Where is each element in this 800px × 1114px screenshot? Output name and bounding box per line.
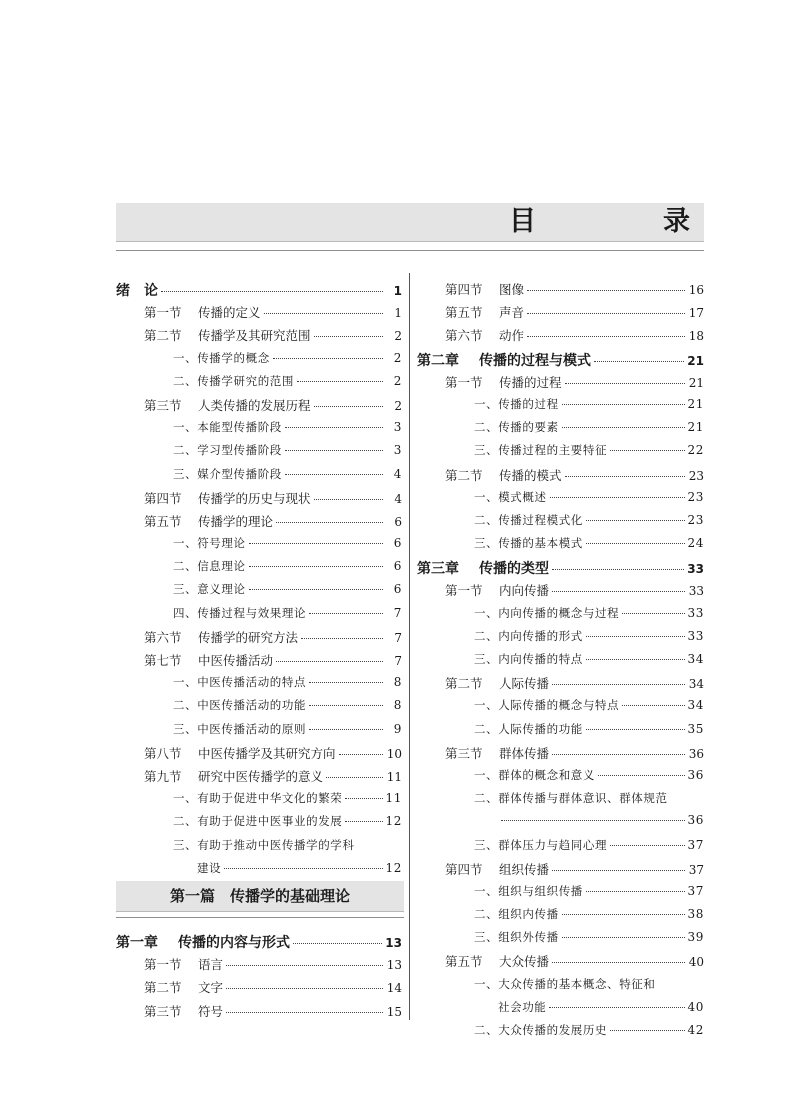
toc-section-number: 第四节	[445, 861, 483, 877]
toc-entry[interactable]	[417, 489, 704, 512]
toc-entry[interactable]	[417, 906, 704, 929]
toc-page-number: 23	[687, 489, 704, 504]
toc-entry[interactable]	[116, 466, 402, 489]
toc-page-number: 18	[688, 329, 704, 344]
toc-entry-label: 一、组织与组织传播	[474, 883, 583, 898]
toc-leader-dots	[552, 683, 685, 685]
toc-leader-dots	[586, 519, 685, 521]
toc-entry-label: 符号	[198, 1003, 224, 1019]
title-rule	[116, 250, 704, 251]
toc-entry-label: 一、中医传播活动的特点	[173, 675, 307, 690]
toc-entry[interactable]	[116, 628, 402, 651]
toc-entry[interactable]	[417, 976, 704, 999]
toc-chapter-entry[interactable]	[417, 558, 704, 581]
toc-section-number: 第一章	[116, 935, 158, 951]
toc-entry-label: 传播的定义	[198, 305, 261, 321]
toc-page-number: 40	[687, 999, 704, 1014]
toc-page-number: 17	[688, 306, 704, 321]
toc-chapter-entry[interactable]	[417, 350, 704, 373]
toc-entry[interactable]	[116, 837, 402, 860]
toc-page-number: 8	[393, 698, 402, 713]
toc-entry-label: 二、传播过程模式化	[474, 512, 583, 527]
toc-entry-label: 人类传播的发展历程	[198, 397, 311, 413]
toc-entry-label: 文字	[198, 980, 224, 996]
toc-leader-dots	[309, 704, 383, 706]
toc-entry-label: 三、中医传播活动的原则	[173, 721, 307, 736]
toc-entry-label: 人际传播	[499, 676, 550, 692]
toc-page-number: 33	[687, 628, 704, 643]
toc-entry-label: 二、学习型传播阶段	[173, 443, 282, 458]
toc-left-column	[116, 280, 402, 883]
toc-leader-dots	[226, 1011, 383, 1013]
toc-entry[interactable]	[116, 697, 402, 720]
toc-entry[interactable]	[417, 952, 704, 975]
toc-entry[interactable]	[116, 744, 402, 767]
toc-leader-dots	[309, 612, 383, 614]
toc-entry[interactable]	[417, 1022, 704, 1045]
toc-entry-label: 一、有助于促进中华文化的繁荣	[173, 791, 343, 806]
toc-entry-label: 二、群体传播与群体意识、群体规范	[474, 791, 668, 806]
toc-entry-label: 传播的过程	[499, 374, 562, 390]
toc-entry[interactable]	[116, 955, 402, 978]
toc-leader-dots	[610, 1029, 684, 1031]
toc-leader-dots	[249, 565, 383, 567]
toc-page-number: 23	[688, 468, 704, 483]
toc-leader-dots	[345, 820, 382, 822]
toc-leader-dots	[610, 844, 684, 846]
toc-entry-label: 传播的过程与模式	[479, 352, 591, 369]
toc-page-number: 2	[394, 398, 402, 413]
toc-entry[interactable]	[116, 373, 402, 396]
toc-section-number: 第四节	[445, 282, 483, 297]
toc-leader-dots	[276, 521, 383, 523]
toc-section-number: 第一节	[144, 305, 182, 321]
toc-page-number: 2	[393, 350, 402, 365]
toc-leader-dots	[549, 1006, 684, 1008]
toc-page-number: 4	[393, 466, 402, 481]
toc-entry[interactable]	[417, 999, 704, 1022]
toc-section-number: 第七节	[144, 653, 182, 668]
toc-page-number: 33	[687, 605, 704, 620]
toc-entry-label: 传播学的历史与现状	[198, 490, 311, 506]
toc-entry-label: 组织传播	[499, 861, 550, 877]
toc-entry[interactable]	[417, 303, 704, 326]
toc-entry-label: 一、大众传播的基本概念、特征和	[474, 976, 656, 991]
toc-entry[interactable]	[116, 350, 402, 373]
toc-entry[interactable]	[116, 489, 402, 512]
toc-page-number: 22	[687, 443, 704, 458]
toc-leader-dots	[326, 776, 383, 778]
toc-page-number: 34	[687, 652, 704, 666]
toc-chapter-entry[interactable]	[116, 932, 402, 955]
toc-page-number: 13	[386, 958, 402, 973]
toc-entry[interactable]	[116, 419, 402, 442]
toc-page-number: 33	[687, 562, 704, 577]
toc-title-bar	[116, 203, 740, 242]
toc-entry-label: 三、意义理论	[173, 582, 246, 597]
toc-leader-dots	[527, 312, 685, 314]
toc-page-number: 1	[393, 284, 402, 298]
toc-leader-dots	[550, 496, 685, 498]
toc-section-number: 第三节	[144, 1003, 182, 1019]
toc-leader-dots	[224, 867, 382, 869]
toc-section-number: 第三章	[417, 561, 459, 578]
toc-page-number: 37	[687, 837, 704, 852]
toc-leader-dots	[586, 658, 685, 660]
toc-page-number: 42	[687, 1023, 704, 1037]
toc-page-number: 6	[393, 536, 402, 551]
toc-entry[interactable]	[417, 883, 704, 906]
toc-leader-dots	[527, 289, 685, 291]
toc-page-number: 14	[386, 981, 402, 996]
toc-page-number: 36	[687, 813, 704, 828]
toc-leader-dots	[309, 681, 383, 683]
toc-page-number: 11	[385, 791, 402, 806]
toc-page-number: 4	[394, 491, 402, 506]
toc-entry[interactable]	[116, 605, 402, 628]
toc-page-number: 21	[687, 396, 704, 411]
toc-entry-label: 三、群体压力与趋同心理	[474, 837, 608, 852]
toc-entry[interactable]	[417, 697, 704, 720]
toc-page-number: 13	[385, 936, 402, 950]
toc-entry[interactable]	[116, 1002, 402, 1025]
toc-leader-dots	[226, 987, 383, 989]
toc-entry-label: 传播的模式	[499, 467, 562, 483]
toc-entry[interactable]	[417, 651, 704, 674]
toc-entry-label: 内向传播	[499, 583, 550, 599]
toc-page-number: 7	[394, 630, 402, 645]
toc-leader-dots	[527, 335, 685, 337]
toc-section-number: 第二节	[445, 676, 483, 692]
toc-section-number: 第三节	[144, 397, 182, 413]
toc-entry-label: 语言	[198, 957, 224, 973]
toc-entry-label: 二、有助于促进中医事业的发展	[173, 814, 343, 829]
toc-leader-dots	[276, 660, 383, 662]
toc-leader-dots	[552, 590, 685, 592]
toc-page-number: 21	[687, 353, 704, 368]
toc-leader-dots	[273, 357, 383, 359]
toc-entry[interactable]	[417, 744, 704, 767]
toc-page-number: 3	[393, 443, 402, 458]
toc-entry-label: 二、传播学研究的范围	[173, 373, 294, 388]
part-heading-box	[116, 881, 404, 912]
toc-leader-dots	[314, 335, 383, 337]
toc-page-number: 21	[688, 375, 704, 390]
toc-page-number: 40	[688, 955, 704, 970]
toc-entry-label: 一、符号理论	[173, 536, 246, 551]
part-title: 第一篇 传播学的基础理论	[169, 887, 350, 905]
toc-entry-label: 传播学的理论	[198, 513, 274, 529]
toc-leader-dots	[501, 819, 685, 821]
toc-leader-dots	[586, 542, 685, 544]
column-divider	[409, 273, 410, 1020]
toc-leader-dots	[586, 890, 685, 892]
toc-leader-dots	[562, 403, 685, 405]
toc-section-number: 第五节	[445, 305, 483, 321]
toc-leader-dots	[552, 568, 684, 570]
toc-entry-label: 二、信息理论	[173, 559, 246, 574]
toc-entry[interactable]	[116, 303, 402, 326]
toc-entry-label: 动作	[499, 328, 525, 344]
toc-page-number: 34	[688, 677, 704, 692]
toc-entry[interactable]	[116, 674, 402, 697]
toc-section-number: 第四节	[144, 490, 182, 506]
toc-chapter-entry[interactable]	[116, 280, 402, 303]
toc-section-number: 第八节	[144, 745, 182, 761]
toc-section-number: 第九节	[144, 768, 182, 784]
toc-page-number: 11	[386, 769, 402, 784]
toc-section-number: 第二章	[417, 352, 459, 369]
toc-entry-label: 二、传播的要素	[474, 420, 559, 435]
toc-entry-label: 传播的内容与形式	[178, 935, 290, 951]
toc-entry-label: 二、组织内传播	[474, 907, 559, 922]
toc-leader-dots	[598, 774, 685, 776]
toc-entry[interactable]	[116, 535, 402, 558]
toc-section-number: 第六节	[445, 328, 483, 344]
toc-leader-dots	[345, 797, 382, 799]
toc-entry[interactable]	[417, 581, 704, 604]
toc-entry[interactable]	[116, 767, 402, 790]
toc-entry-label: 传播学及其研究范围	[198, 328, 311, 344]
toc-leader-dots	[565, 475, 685, 477]
toc-right-column	[417, 280, 704, 1045]
toc-page-number: 1	[394, 306, 402, 321]
toc-entry[interactable]	[417, 929, 704, 952]
toc-page-number: 24	[687, 536, 704, 551]
toc-section-number: 第一节	[445, 374, 483, 390]
toc-page-number: 6	[393, 559, 402, 574]
toc-page-number: 3	[393, 420, 402, 435]
toc-page-number: 2	[394, 329, 402, 344]
toc-leader-dots	[285, 449, 383, 451]
toc-page-number: 8	[393, 675, 402, 690]
toc-page-number: 38	[687, 907, 704, 922]
toc-entry-label: 二、内向传播的形式	[474, 628, 583, 643]
toc-entry-label: 声音	[499, 305, 525, 321]
toc-leader-dots	[314, 498, 383, 500]
toc-section-number: 第五节	[144, 513, 182, 529]
toc-page-number: 36	[688, 746, 704, 761]
toc-entry[interactable]	[417, 628, 704, 651]
toc-leader-dots	[552, 753, 685, 755]
toc-entry-label: 一、传播学的概念	[173, 350, 270, 365]
toc-entry[interactable]	[417, 721, 704, 744]
toc-entry[interactable]	[116, 512, 402, 535]
toc-leader-dots	[226, 964, 383, 966]
toc-entry-label: 建设	[197, 860, 222, 875]
toc-page-number: 21	[687, 420, 704, 435]
toc-entry[interactable]	[417, 813, 704, 836]
toc-entry-label: 一、群体的概念和意义	[474, 767, 595, 782]
toc-entry[interactable]	[417, 512, 704, 535]
toc-page-number: 12	[385, 860, 402, 875]
toc-entry-label: 二、中医传播活动的功能	[173, 698, 307, 713]
toc-page-number: 9	[393, 721, 402, 736]
toc-entry[interactable]	[116, 442, 402, 465]
toc-leader-dots	[314, 405, 383, 407]
toc-section-number: 第二节	[445, 467, 483, 483]
toc-leader-dots	[293, 942, 382, 944]
toc-section-number: 第三节	[445, 745, 483, 761]
toc-entry-label: 三、传播过程的主要特征	[474, 443, 608, 458]
toc-leader-dots	[565, 382, 685, 384]
toc-entry-label: 二、人际传播的功能	[474, 721, 583, 736]
toc-leader-dots	[339, 753, 383, 755]
toc-page-number: 35	[687, 721, 704, 736]
page-title: 目 录	[509, 206, 740, 237]
toc-leader-dots	[610, 449, 684, 451]
toc-entry-label: 一、人际传播的概念与特点	[474, 698, 620, 713]
toc-page-number: 6	[393, 582, 402, 597]
toc-leader-dots	[586, 635, 685, 637]
toc-entry[interactable]	[116, 860, 402, 883]
toc-page-number: 37	[687, 883, 704, 898]
toc-leader-dots	[297, 380, 383, 382]
toc-leader-dots	[562, 913, 685, 915]
toc-section-number: 绪 论	[116, 283, 158, 299]
toc-leader-dots	[622, 704, 684, 706]
toc-leader-dots	[552, 869, 685, 871]
toc-page-number: 39	[687, 930, 704, 945]
toc-leader-dots	[285, 473, 383, 475]
toc-entry-label: 研究中医传播学的意义	[198, 768, 324, 784]
toc-entry[interactable]	[417, 280, 704, 303]
toc-entry[interactable]	[417, 860, 704, 883]
toc-leader-dots	[264, 312, 383, 314]
toc-entry[interactable]	[417, 790, 704, 813]
toc-entry-label: 三、有助于推动中医传播学的学科	[173, 837, 355, 852]
toc-entry-label: 群体传播	[499, 745, 550, 761]
toc-entry-label: 二、大众传播的发展历史	[474, 1023, 608, 1037]
toc-entry-label: 一、内向传播的概念与过程	[474, 605, 620, 620]
toc-entry-label: 一、模式概述	[474, 489, 547, 504]
toc-leader-dots	[249, 588, 383, 590]
toc-entry[interactable]	[116, 651, 402, 674]
toc-entry[interactable]	[417, 605, 704, 628]
toc-section-number: 第五节	[445, 954, 483, 970]
toc-leader-dots	[309, 728, 383, 730]
toc-leader-dots	[161, 290, 383, 292]
toc-entry[interactable]	[417, 535, 704, 558]
toc-entry[interactable]	[116, 558, 402, 581]
toc-leader-dots	[594, 360, 684, 362]
toc-left-column-part1	[116, 932, 402, 1025]
toc-entry-label: 四、传播过程与效果理论	[173, 605, 307, 620]
toc-entry[interactable]	[417, 373, 704, 396]
toc-page-number: 7	[393, 605, 402, 620]
toc-entry[interactable]	[417, 466, 704, 489]
toc-entry-label: 三、内向传播的特点	[474, 652, 583, 666]
toc-entry[interactable]	[417, 767, 704, 790]
toc-entry[interactable]	[116, 813, 402, 836]
toc-entry-label: 一、传播的过程	[474, 396, 559, 411]
toc-section-number: 第二节	[144, 980, 182, 996]
toc-page-number: 7	[394, 654, 402, 668]
toc-page-number: 37	[688, 862, 704, 877]
toc-entry[interactable]	[417, 674, 704, 697]
toc-leader-dots	[586, 728, 685, 730]
toc-page-number: 16	[688, 283, 704, 297]
toc-leader-dots	[285, 426, 383, 428]
toc-entry[interactable]	[116, 721, 402, 744]
toc-entry[interactable]	[417, 837, 704, 860]
toc-entry-label: 中医传播活动	[198, 653, 274, 668]
toc-page-number: 33	[688, 584, 704, 599]
toc-page-number: 36	[687, 767, 704, 782]
toc-leader-dots	[249, 542, 383, 544]
toc-entry-label: 大众传播	[499, 954, 550, 970]
toc-entry-label: 三、传播的基本模式	[474, 536, 583, 551]
toc-leader-dots	[552, 961, 685, 963]
toc-entry[interactable]	[116, 581, 402, 604]
toc-page-number: 10	[386, 746, 402, 761]
toc-entry[interactable]	[417, 442, 704, 465]
toc-page-number: 23	[687, 512, 704, 527]
toc-entry[interactable]	[417, 419, 704, 442]
part-rule	[116, 917, 404, 918]
toc-entry-label: 三、组织外传播	[474, 930, 559, 945]
toc-entry-label: 三、媒介型传播阶段	[173, 466, 282, 481]
toc-leader-dots	[622, 612, 684, 614]
toc-entry[interactable]	[417, 396, 704, 419]
toc-entry-label: 传播学的研究方法	[198, 629, 299, 645]
toc-entry-label: 中医传播学及其研究方向	[198, 745, 336, 761]
toc-entry-label: 一、本能型传播阶段	[173, 420, 282, 435]
toc-section-number: 第一节	[144, 957, 182, 973]
toc-entry[interactable]	[417, 326, 704, 349]
toc-leader-dots	[301, 637, 383, 639]
toc-leader-dots	[562, 936, 685, 938]
toc-section-number: 第二节	[144, 328, 182, 344]
toc-section-number: 第六节	[144, 629, 182, 645]
toc-entry[interactable]	[116, 396, 402, 419]
toc-page-number: 15	[386, 1004, 402, 1019]
toc-entry[interactable]	[116, 978, 402, 1001]
toc-page-number: 2	[393, 373, 402, 388]
toc-page-number: 6	[394, 514, 402, 529]
toc-leader-dots	[562, 426, 685, 428]
toc-entry-label: 社会功能	[498, 999, 547, 1014]
toc-entry[interactable]	[116, 790, 402, 813]
toc-section-number: 第一节	[445, 583, 483, 599]
toc-entry-label: 图像	[499, 282, 525, 297]
toc-page-number: 12	[385, 814, 402, 829]
toc-page-number: 34	[687, 698, 704, 713]
toc-entry-label: 传播的类型	[479, 561, 549, 578]
toc-entry[interactable]	[116, 326, 402, 349]
